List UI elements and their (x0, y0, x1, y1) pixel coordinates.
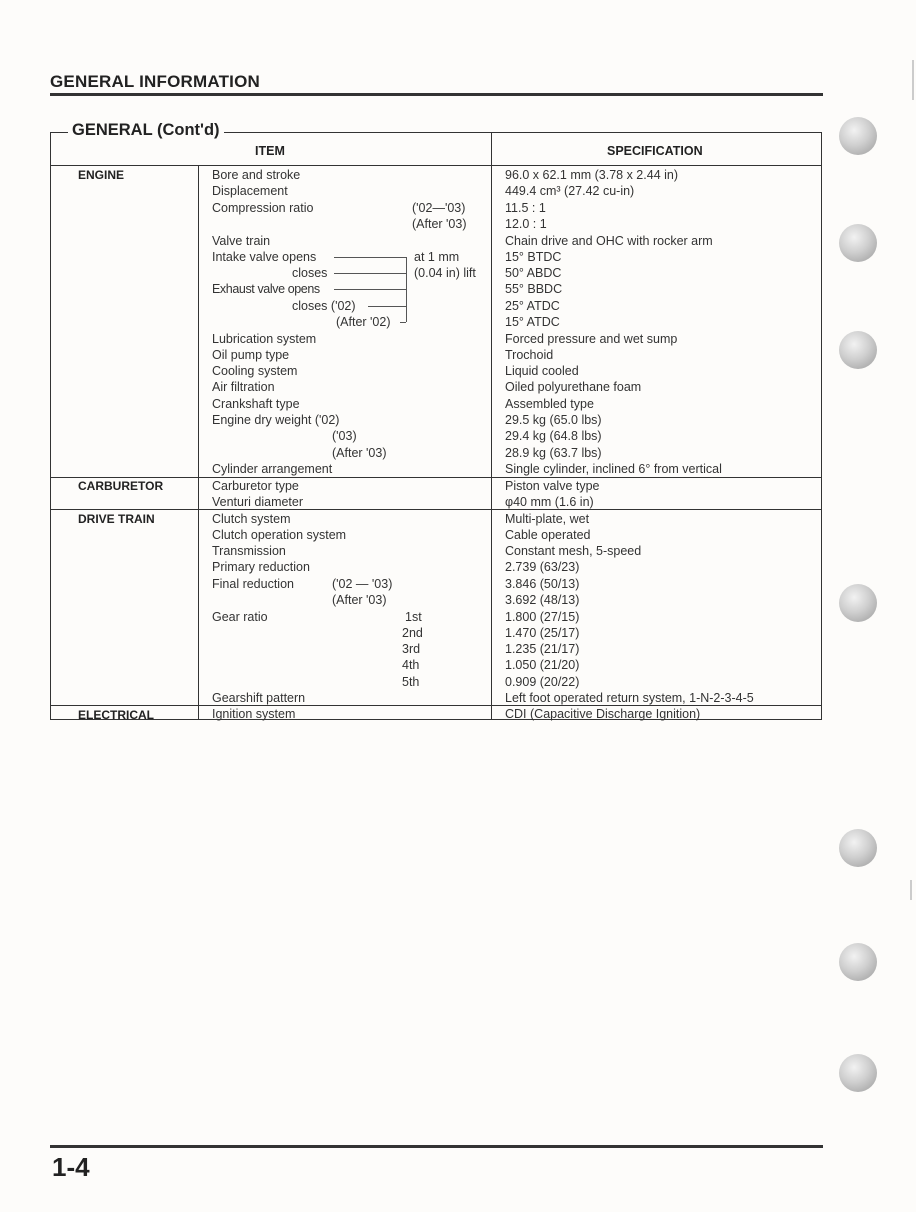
carburetor-spec: Piston valve type (505, 479, 600, 493)
drive-train-spec: Left foot operated return system, 1-N-2-3-4-5 (505, 691, 754, 705)
engine-spec: 29.4 kg (64.8 lbs) (505, 429, 602, 443)
leader-line (400, 322, 406, 323)
drive-train-item: Transmission (212, 544, 286, 558)
drive-train-spec: 2.739 (63/23) (505, 560, 580, 574)
drive-train-spec: 3.846 (50/13) (505, 577, 580, 591)
drive-train-item: Gearshift pattern (212, 691, 306, 705)
engine-item: Exhaust valve opens (212, 282, 320, 296)
engine-spec: Trochoid (505, 348, 554, 362)
table-title: GENERAL (Cont'd) (68, 121, 224, 140)
engine-spec: 96.0 x 62.1 mm (3.78 x 2.44 in) (505, 168, 679, 182)
column-header-specification: SPECIFICATION (607, 144, 703, 158)
drive-train-spec: 1.800 (27/15) (505, 610, 580, 624)
engine-item: Displacement (212, 184, 288, 198)
engine-spec: Chain drive and OHC with rocker arm (505, 234, 713, 248)
drive-train-spec: Constant mesh, 5-speed (505, 544, 642, 558)
carburetor-rule (50, 509, 822, 510)
drive-train-item: Clutch operation system (212, 528, 347, 542)
engine-item: (After '02) (336, 315, 391, 329)
gear-label: 2nd (402, 626, 423, 640)
engine-item: Bore and stroke (212, 168, 301, 182)
engine-spec: Assembled type (505, 397, 594, 411)
engine-item: Compression ratio (212, 201, 314, 215)
drive-train-item: ('02 — '03) (332, 577, 393, 591)
engine-item: Oil pump type (212, 348, 290, 362)
engine-spec: 55° BBDC (505, 282, 563, 296)
page-number: 1-4 (52, 1152, 90, 1182)
engine-spec: 449.4 cm³ (27.42 cu-in) (505, 184, 635, 198)
header-rule (50, 93, 823, 96)
engine-spec: 50° ABDC (505, 266, 562, 280)
engine-spec: Single cylinder, inclined 6° from vertical (505, 462, 722, 476)
binder-hole (839, 584, 877, 622)
drive-train-spec: 1.235 (21/17) (505, 642, 580, 656)
engine-item: Engine dry weight ('02) (212, 413, 340, 427)
carburetor-spec: φ40 mm (1.6 in) (505, 495, 594, 509)
drive-train-spec: 1.470 (25/17) (505, 626, 580, 640)
engine-item: (After '03) (332, 446, 387, 460)
page-edge-mark (910, 880, 912, 900)
gear-label: 3rd (402, 642, 421, 656)
compression-years: ('02—'03) (412, 201, 466, 215)
carburetor-item: Carburetor type (212, 479, 299, 493)
drive-train-item: Gear ratio (212, 610, 268, 624)
engine-item: ('03) (332, 429, 357, 443)
drive-train-item: Clutch system (212, 512, 291, 526)
gear-label: 1st (405, 610, 422, 624)
binder-hole (839, 829, 877, 867)
drive-train-spec: 0.909 (20/22) (505, 675, 580, 689)
engine-item: Valve train (212, 234, 271, 248)
carburetor-item: Venturi diameter (212, 495, 304, 509)
drive-train-item: Final reduction (212, 577, 294, 591)
binder-hole (839, 1054, 877, 1092)
column-header-item: ITEM (255, 144, 285, 158)
drive-train-spec: 1.050 (21/20) (505, 658, 580, 672)
binder-hole (839, 943, 877, 981)
engine-spec: 29.5 kg (65.0 lbs) (505, 413, 602, 427)
drive-train-spec: 3.692 (48/13) (505, 593, 580, 607)
binder-hole (839, 331, 877, 369)
leader-bracket (406, 257, 407, 322)
category-divider (198, 165, 199, 720)
leader-line (368, 306, 406, 307)
engine-spec: 28.9 kg (63.7 lbs) (505, 446, 602, 460)
engine-spec: Forced pressure and wet sump (505, 332, 678, 346)
category-carburetor: CARBURETOR (78, 479, 164, 493)
engine-spec: 25° ATDC (505, 299, 560, 313)
category-engine: ENGINE (78, 168, 125, 182)
compression-years: (After '03) (412, 217, 467, 231)
engine-item: Intake valve opens (212, 250, 317, 264)
engine-item: closes (292, 266, 328, 280)
engine-item: closes ('02) (292, 299, 356, 313)
engine-item: Crankshaft type (212, 397, 300, 411)
engine-rule (50, 477, 822, 478)
engine-spec: 12.0 : 1 (505, 217, 547, 231)
drive-train-spec: Cable operated (505, 528, 591, 542)
header-row-rule (50, 165, 822, 166)
drive-train-item: (After '03) (332, 593, 387, 607)
leader-line (334, 273, 406, 274)
electrical-spec: CDI (Capacitive Discharge Ignition) (505, 707, 701, 721)
page-edge-mark (912, 60, 914, 100)
engine-spec: 15° BTDC (505, 250, 562, 264)
gear-label: 4th (402, 658, 420, 672)
engine-spec: 15° ATDC (505, 315, 560, 329)
section-title: GENERAL INFORMATION (50, 72, 260, 91)
drive-train-spec: Multi-plate, wet (505, 512, 590, 526)
engine-spec: Liquid cooled (505, 364, 579, 378)
drive-train-item: Primary reduction (212, 560, 310, 574)
valve-timing-note: at 1 mm (414, 250, 460, 264)
category-electrical: ELECTRICAL (78, 708, 154, 722)
electrical-item: Ignition system (212, 707, 296, 721)
engine-spec: 11.5 : 1 (505, 201, 546, 215)
valve-timing-note: (0.04 in) lift (414, 266, 476, 280)
engine-item: Air filtration (212, 380, 275, 394)
engine-spec: Oiled polyurethane foam (505, 380, 642, 394)
binder-hole (839, 117, 877, 155)
binder-hole (839, 224, 877, 262)
engine-item: Cylinder arrangement (212, 462, 333, 476)
footer-rule (50, 1145, 823, 1148)
spec-divider (491, 132, 492, 720)
leader-line (334, 289, 406, 290)
engine-item: Lubrication system (212, 332, 317, 346)
leader-line (334, 257, 406, 258)
gear-label: 5th (402, 675, 420, 689)
engine-item: Cooling system (212, 364, 298, 378)
category-drive-train: DRIVE TRAIN (78, 512, 155, 526)
